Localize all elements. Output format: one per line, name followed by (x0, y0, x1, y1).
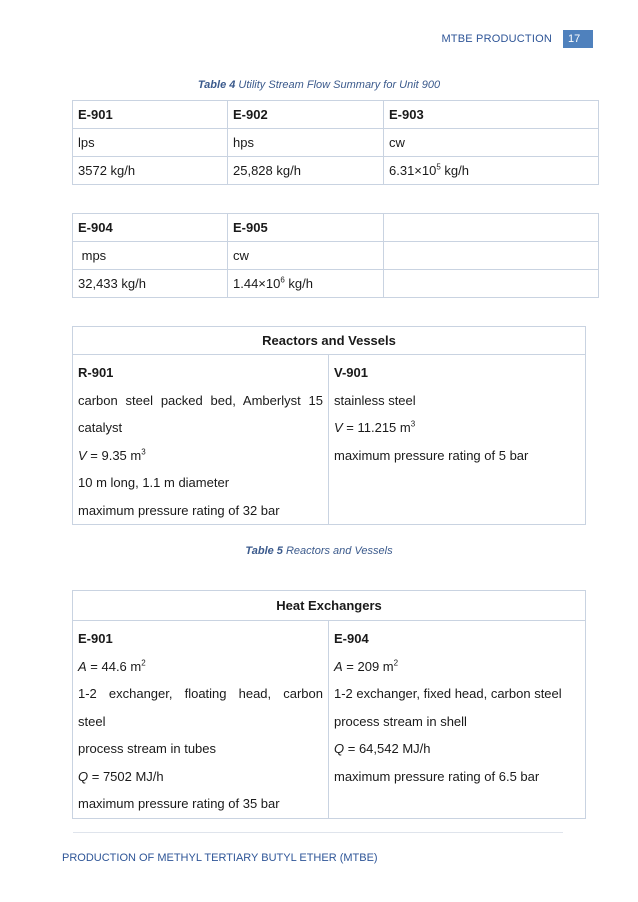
exchanger-type-cont: steel (78, 713, 106, 729)
footer-divider (73, 832, 563, 833)
exchanger-type: 1-2 exchanger, fixed head, carbon steel (334, 686, 562, 701)
exchanger-id: E-904 (334, 631, 369, 646)
exchanger-area: A = 209 $m^2$ (334, 658, 399, 674)
reactors-vessels-table (72, 326, 586, 525)
equipment-id: E-901 (73, 101, 228, 129)
table4-caption-text: Utility Stream Flow Summary for Unit 900 (238, 79, 441, 91)
flow-rate: 32,433 kg/h (73, 270, 228, 298)
reactor-description: carbon steel packed bed, Amberlyst 15 (78, 392, 323, 408)
heat-exchangers-table (72, 590, 586, 819)
utility-type: lps (73, 129, 228, 157)
page-number: 17 (563, 30, 593, 48)
equipment-id: E-905 (228, 214, 384, 242)
table-row (73, 621, 586, 819)
flow-rate: 25,828 kg/h (228, 157, 384, 185)
flow-rate: 3572 kg/h (73, 157, 228, 185)
utility-type: cw (228, 242, 384, 270)
table-row (73, 327, 586, 355)
exchanger-stream: process stream in tubes (78, 741, 217, 756)
running-footer: PRODUCTION OF METHYL TERTIARY BUTYL ETHER (MTBE) (62, 852, 378, 864)
exchanger-pressure: maximum pressure rating of 6.5 bar (334, 768, 540, 784)
exchanger-cell-e901 (73, 621, 329, 819)
exchanger-stream: process stream in shell (334, 713, 467, 729)
reactor-cell (73, 355, 329, 525)
exchanger-id: E-901 (78, 631, 113, 646)
equipment-id: E-902 (228, 101, 384, 129)
running-header-title: MTBE PRODUCTION (441, 33, 552, 45)
table5-caption (0, 545, 638, 557)
flow-rate (384, 270, 599, 298)
reactor-pressure: maximum pressure rating of 32 bar (78, 502, 280, 518)
vessel-id: V-901 (334, 365, 368, 380)
vessel-cell (329, 355, 586, 525)
utility-type: mps (73, 242, 228, 270)
table-row (73, 214, 599, 242)
table-row (73, 355, 586, 525)
vessel-volume: V = 11.215 $m^3$ (334, 419, 416, 435)
table-row (73, 270, 599, 298)
utility-type: hps (228, 129, 384, 157)
table5-caption-text: Reactors and Vessels (285, 545, 393, 557)
exchanger-type: 1-2 exchanger, floating head, carbon (78, 686, 323, 701)
reactor-volume: V = 9.35 $m^3$ (78, 447, 146, 463)
equipment-id (384, 214, 599, 242)
utility-type (384, 242, 599, 270)
exchanger-area: A = 44.6 $m^2$ (78, 658, 146, 674)
utility-type: cw (384, 129, 599, 157)
table-row (73, 129, 599, 157)
heat-exchangers-title: Heat Exchangers (73, 591, 586, 621)
reactor-id: R-901 (78, 365, 114, 380)
exchanger-pressure: maximum pressure rating of 35 bar (78, 796, 280, 811)
exchanger-duty: Q = 64,542 MJ/h (334, 741, 431, 756)
table4-caption (0, 79, 638, 91)
flow-rate: $6.31\times 10^5$ kg/h (384, 157, 599, 185)
equipment-id: E-904 (73, 214, 228, 242)
table-row (73, 591, 586, 621)
vessel-material: stainless steel (334, 392, 416, 408)
reactor-dimensions: 10 m long, 1.1 m diameter (78, 475, 230, 490)
reactors-vessels-title: Reactors and Vessels (73, 327, 586, 355)
table-row (73, 101, 599, 129)
reactor-description-cont: catalyst (78, 420, 123, 435)
table-row (73, 157, 599, 185)
flow-rate: $1.44\times 10^6$ kg/h (228, 270, 384, 298)
table5-caption-label: Table 5 (245, 545, 283, 557)
table-row (73, 242, 599, 270)
exchanger-cell-e904 (329, 621, 586, 819)
vessel-pressure: maximum pressure rating of 5 bar (334, 447, 529, 463)
table4-caption-label: Table 4 (197, 79, 236, 91)
utility-flow-table-part2 (72, 213, 599, 298)
equipment-id: E-903 (384, 101, 599, 129)
exchanger-duty: Q = 7502 MJ/h (78, 768, 164, 784)
utility-flow-table-part1 (72, 100, 599, 185)
